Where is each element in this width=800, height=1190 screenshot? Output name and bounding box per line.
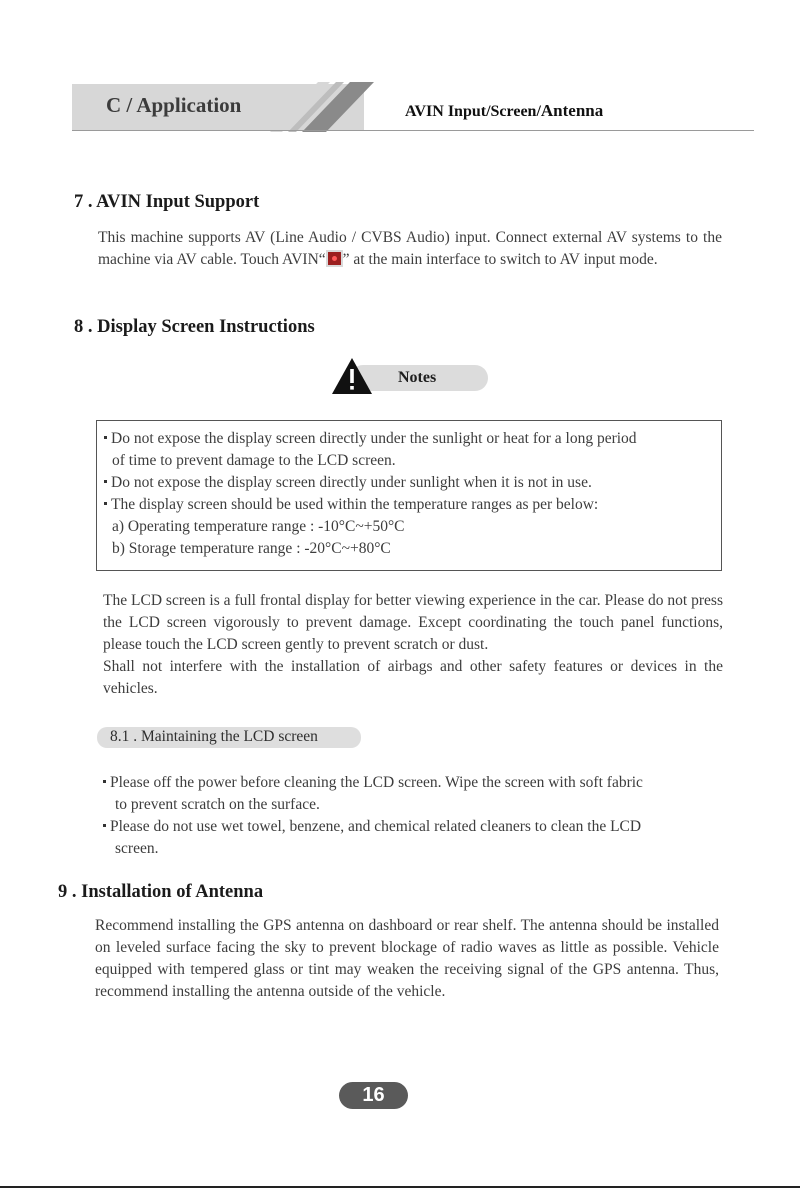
bullet-icon: [103, 780, 106, 783]
avin-icon: [326, 250, 343, 267]
note-subitem: b) Storage temperature range : -20°C~+80°C: [112, 540, 391, 557]
warning-icon: [331, 357, 373, 395]
note-subitem: a) Operating temperature range : -10°C~+50°C: [112, 518, 405, 535]
maintenance-item-continuation: to prevent scratch on the surface.: [115, 796, 320, 813]
note-item: Do not expose the display screen directly under sunlight when it is not in use.: [104, 472, 637, 494]
notes-list: [104, 428, 637, 560]
section-9-heading: 9 . Installation of Antenna: [58, 882, 264, 902]
header-stripes: [262, 82, 374, 132]
note-item: The display screen should be used within the temperature ranges as per below:: [104, 494, 637, 516]
bullet-icon: [104, 436, 107, 439]
footer-rule: [0, 1186, 800, 1188]
header-rule: [72, 130, 754, 131]
section-8-heading: 8 . Display Screen Instructions: [74, 317, 315, 337]
maintenance-item: Please off the power before cleaning the LCD screen. Wipe the screen with soft fabric: [103, 772, 723, 794]
bullet-icon: [103, 824, 106, 827]
header-title: C / Application: [106, 93, 242, 117]
maintenance-list: [103, 772, 723, 860]
notes-label: Notes: [398, 369, 437, 386]
section-7-paragraph: This machine supports AV (Line Audio / CVBS Audio) input. Connect external AV systems to the machine via AV cable. Touch AVIN“ ” at the main interface to switch to AV input mode.: [98, 229, 722, 268]
note-item-continuation: of time to prevent damage to the LCD screen.: [112, 452, 396, 469]
section-9-paragraph: Recommend installing the GPS antenna on dashboard or rear shelf. The antenna should be installed on leveled surface facing the sky to prevent blockage of radio waves as little as possible. Vehicle equipped with tempered glass or tint may weaken the receiving signal of the GPS antenna. Thus, recommend installing the antenna outside of the vehicle.: [95, 917, 719, 1000]
bullet-icon: [104, 502, 107, 505]
bullet-icon: [104, 480, 107, 483]
maintenance-item-continuation: screen.: [115, 840, 159, 857]
note-item: Do not expose the display screen directly under the sunlight or heat for a long period: [104, 428, 637, 450]
page-number: 16: [362, 1084, 385, 1106]
header-subtitle: AVIN Input/Screen/Antenna: [405, 101, 604, 120]
section-7-heading: 7 . AVIN Input Support: [74, 192, 260, 212]
section-8-paragraph: The LCD screen is a full frontal display for better viewing experience in the car. Please do not press the LCD screen vigorously to prevent damage. Except coordinating the touch panel functions, please touch the LCD screen gently to prevent scratch or dust. Shall not interfere with the installation of airbags and other safety features or devices in the vehicles.: [103, 592, 723, 697]
maintenance-item: Please do not use wet towel, benzene, and chemical related cleaners to clean the LCD: [103, 816, 723, 838]
section-8-1-heading: 8.1 . Maintaining the LCD screen: [110, 728, 318, 745]
